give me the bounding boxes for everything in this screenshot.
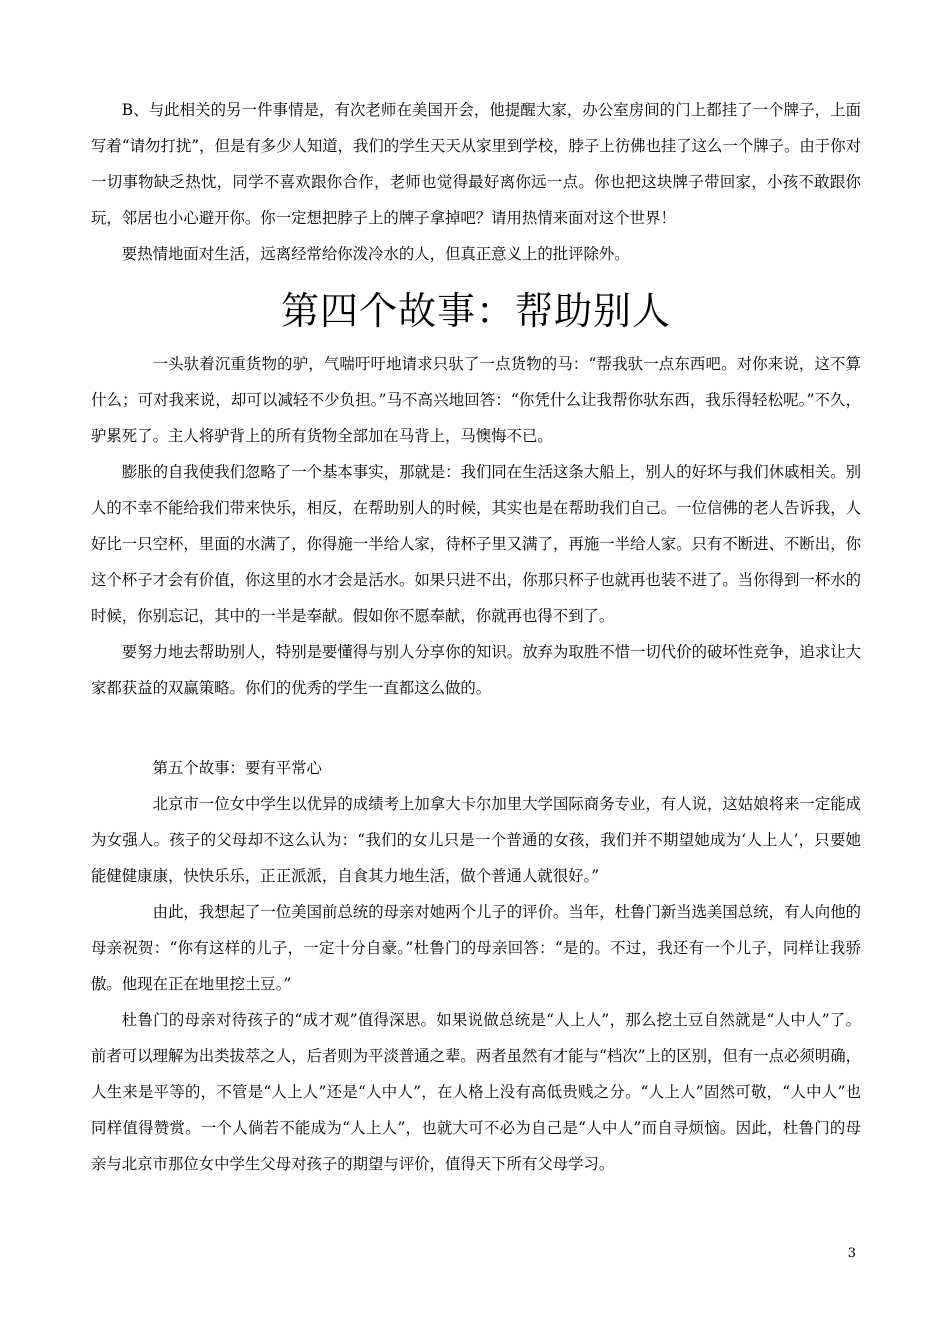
- story5-title: 第五个故事：要有平常心: [152, 759, 322, 777]
- story4-paragraph-3: 要努力地去帮助别人，特别是要懂得与别人分享你的知识。放弃为取胜不惜一切代价的破坏性竞争，追求让大家都获益的双赢策略。你们的优秀的学生一直都这么做的。: [91, 643, 861, 697]
- story5-paragraph-2: 由此，我想起了一位美国前总统的母亲对她两个儿子的评价。当年，杜鲁门新当选美国总统，有人向他的母亲祝贺：“你有这样的儿子，一定十分自豪。”杜鲁门的母亲回答：“是的。不过，我还有一个儿子，同样让我骄傲。他现在正在地里挖土豆。”: [91, 903, 861, 993]
- story5-paragraph-3: 杜鲁门的母亲对待孩子的“成才观”值得深思。如果说做总统是“人上人”，那么挖土豆自然就是“人中人”了。前者可以理解为出类拔萃之人，后者则为平淡普通之辈。两者虽然有才能与“档次”上的区别，但有一点必须明确，人生来是平等的，不管是“人上人”还是“人中人”，在人格上没有高低贵贱之分。“人上人”固然可敬，“人中人”也同样值得赞赏。一个人倘若不能成为“人上人”，也就大可不必为自己是“人中人”而自寻烦恼。因此，杜鲁门的母亲与北京市那位女中学生父母对孩子的期望与评价，值得天下所有父母学习。: [91, 1011, 861, 1173]
- story4-title: 第四个故事：帮助别人: [280, 289, 671, 333]
- page-body: [91, 92, 861, 1182]
- story4-paragraph-1: 一头驮着沉重货物的驴，气喘吁吁地请求只驮了一点货物的马：“帮我驮一点东西吧。对你来说，这不算什么；可对我来说，却可以减轻不少负担。”马不高兴地回答：“你凭什么让我帮你驮东西，我乐得轻松呢。”不久，驴累死了。主人将驴背上的所有货物全部加在马背上，马懊悔不已。: [91, 355, 861, 445]
- section-spacer: [91, 706, 861, 750]
- section-b-paragraph-2: 要热情地面对生活，远离经常给你泼冷水的人，但真正意义上的批评除外。: [121, 245, 630, 263]
- story4-paragraph-2: 膨胀的自我使我们忽略了一个基本事实，那就是：我们同在生活这条大船上，别人的好坏与我们休戚相关。别人的不幸不能给我们带来快乐，相反，在帮助别人的时候，其实也是在帮助我们自己。一位信佛的老人告诉我，人好比一只空杯，里面的水满了，你得施一半给人家，待杯子里又满了，再施一半给人家。只有不断进、不断出，你这个杯子才会有价值，你这里的水才会是活水。如果只进不出，你那只杯子也就再也装不进了。当你得到一杯水的时候，你别忘记，其中的一半是奉献。假如你不愿奉献，你就再也得不到了。: [91, 463, 861, 625]
- section-b-paragraph-1: B、与此相关的另一件事情是，有次老师在美国开会，他提醒大家，办公室房间的门上都挂了一个牌子，上面写着“请勿打扰”，但是有多少人知道，我们的学生天天从家里到学校，脖子上彷佛也挂了这么一个牌子。由于你对一切事物缺乏热忱，同学不喜欢跟你合作，老师也觉得最好离你远一点。你也把这块牌子带回家，小孩不敢跟你玩，邻居也小心避开你。你一定想把脖子上的牌子拿掉吧？请用热情来面对这个世界！: [91, 101, 861, 227]
- story5-paragraph-1: 北京市一位女中学生以优异的成绩考上加拿大卡尔加里大学国际商务专业，有人说，这姑娘将来一定能成为女强人。孩子的父母却不这么认为：“我们的女儿只是一个普通的女孩，我们并不期望她成为‘人上人’，只要她能健健康康，快快乐乐，正正派派，自食其力地生活，做个普通人就很好。”: [91, 795, 861, 885]
- page-number: 3: [847, 1246, 856, 1261]
